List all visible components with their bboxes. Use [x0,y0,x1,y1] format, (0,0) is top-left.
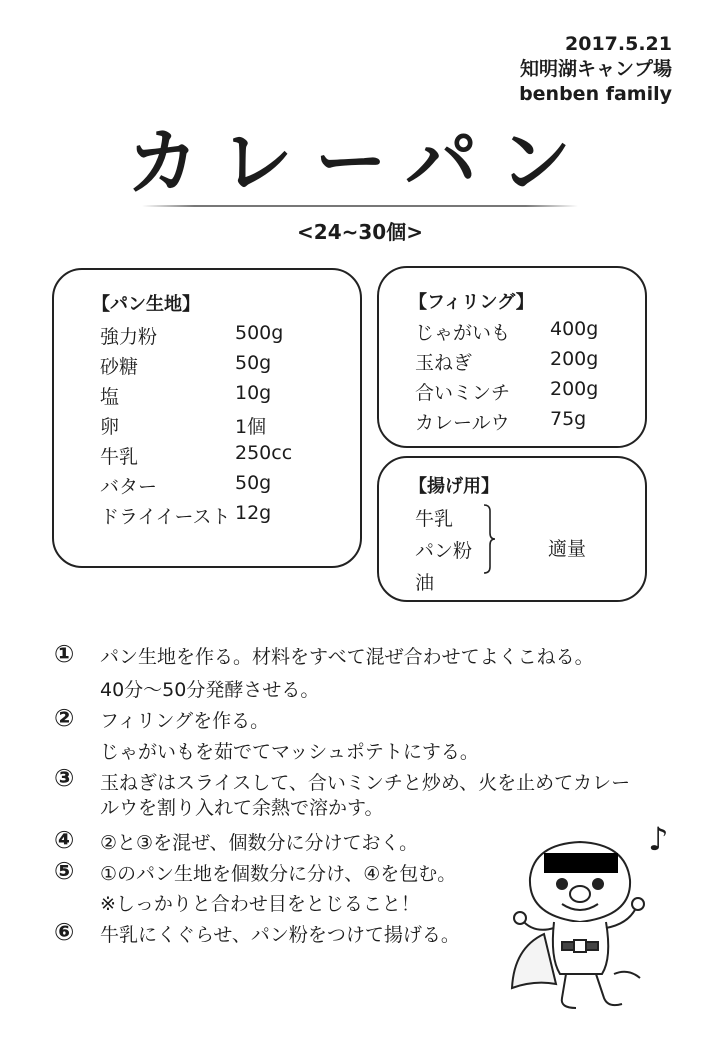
title-underline [142,205,578,207]
step-text: ルウを割り入れて余熱で溶かす。 [100,797,384,819]
step-number: ③ [54,764,75,792]
filling-ingredients-box [377,266,647,448]
dough-ingredients-box [52,268,362,568]
ingredient-name: 塩 [100,386,120,408]
ingredient-amount: 50g [235,472,272,494]
ingredient-amount: 75g [550,408,587,430]
ingredient-amount: 400g [550,318,599,340]
ingredient-name: 玉ねぎ [415,352,473,374]
header-family: benben family [519,83,672,105]
ingredient-amount: 250cc [235,442,293,464]
ingredient-name: ドライイースト [100,506,231,528]
brace-icon [482,503,496,575]
step-text: ②と③を混ぜ、個数分に分けておく。 [100,832,419,854]
redaction-block [544,853,618,873]
header [519,32,672,107]
dough-title: 【パン生地】 [92,294,200,315]
ingredient-amount: 200g [550,348,599,370]
music-note-icon: ♪ [648,820,669,858]
ingredient-name: 合いミンチ [415,382,511,404]
servings-label: <24~30個> [297,220,423,244]
step-text: 40分～50分発酵させる。 [100,679,320,701]
frying-amount: 適量 [548,538,587,560]
step-text: じゃがいもを茹でてマッシュポテトにする。 [100,741,479,763]
ingredient-name: 卵 [100,416,120,438]
page-title: カレーパン [126,120,594,204]
step-text: 牛乳にくぐらせ、パン粉をつけて揚げる。 [100,924,460,946]
ingredient-name: バター [100,476,158,498]
ingredient-amount: 200g [550,378,599,400]
step-text: パン生地を作る。材料をすべて混ぜ合わせてよくこねる。 [100,646,594,668]
step-number: ② [54,704,75,732]
ingredient-amount: 12g [235,502,272,524]
frying-item: 牛乳 [415,508,454,530]
frying-ingredients-box [377,456,647,602]
step-text: ※しっかりと合わせ目をとじること！ [100,893,420,915]
filling-title: 【フィリング】 [409,292,534,313]
ingredient-amount: 10g [235,382,272,404]
step-number: ⑥ [54,918,75,946]
step-text: ①のパン生地を個数分に分け、④を包む。 [100,863,457,885]
ingredient-name: じゃがいも [415,322,511,344]
frying-item: 油 [415,572,435,594]
ingredient-name: 牛乳 [100,446,139,468]
ingredient-name: 強力粉 [100,326,158,348]
step-number: ④ [54,826,75,854]
ingredient-name: 砂糖 [100,356,139,378]
frying-title: 【揚げ用】 [409,476,499,497]
ingredient-name: カレールウ [415,412,510,434]
ingredient-amount: 500g [235,322,284,344]
ingredient-amount: 50g [235,352,272,374]
frying-item: パン粉 [415,540,473,562]
step-number: ⑤ [54,857,75,885]
header-date: 2017.5.21 [565,33,672,55]
header-place: 知明湖キャンプ場 [519,58,672,80]
ingredient-amount: 1個 [235,416,267,438]
step-number: ① [54,640,75,668]
step-text: フィリングを作る。 [100,710,270,732]
step-text: 玉ねぎはスライスして、合いミンチと炒め、火を止めてカレー [100,772,631,794]
